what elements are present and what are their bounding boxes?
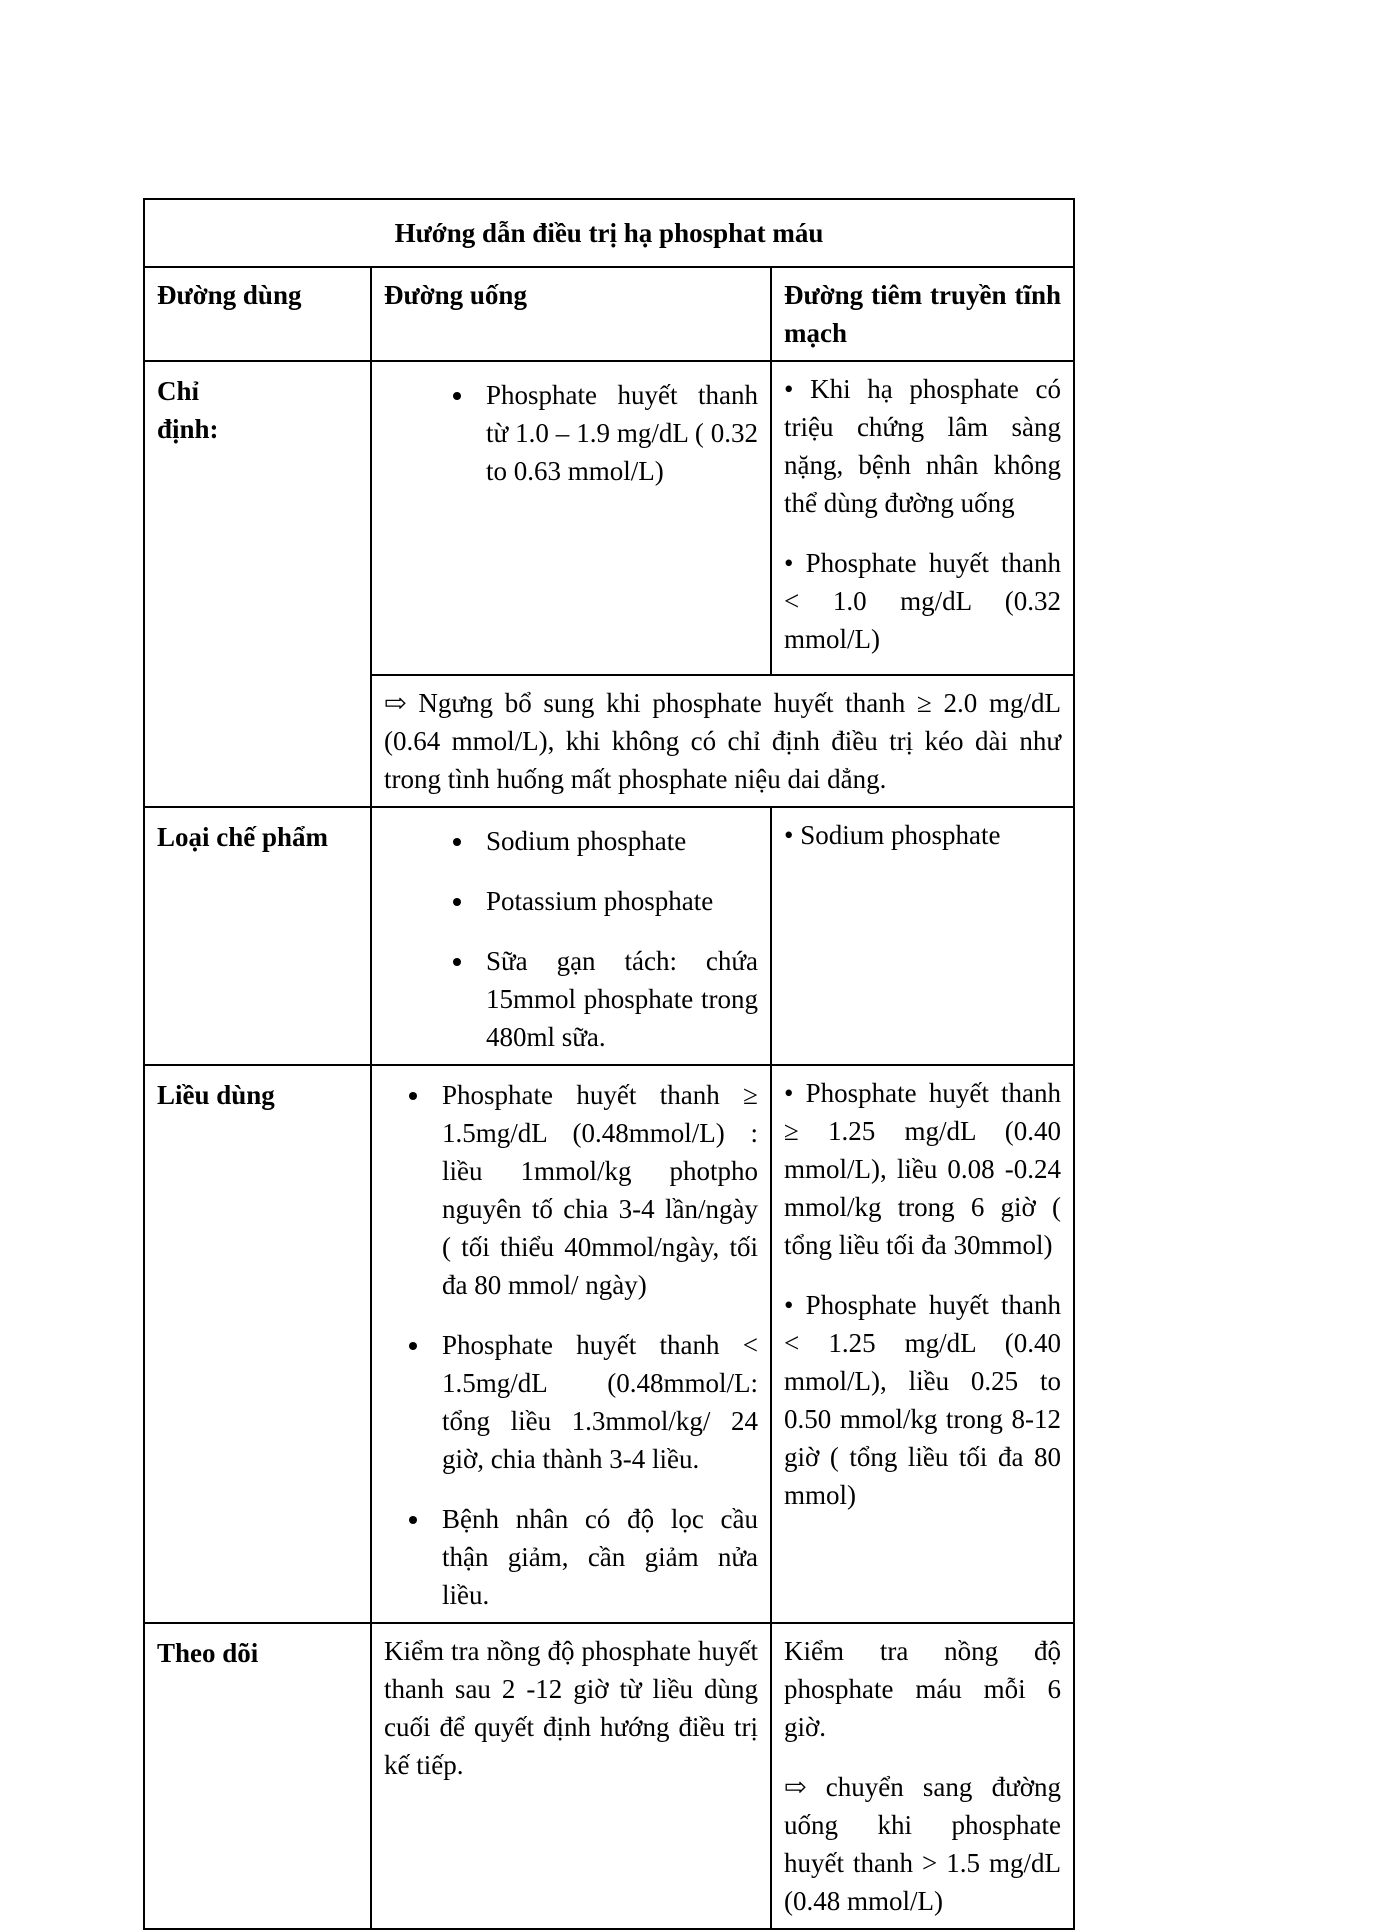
row-label-preparation: Loại chế phẩm bbox=[144, 807, 371, 1065]
row-label-dosage: Liều dùng bbox=[144, 1065, 371, 1623]
monitoring-row bbox=[144, 1623, 1074, 1929]
header-route: Đường dùng bbox=[144, 267, 371, 361]
dosage-row bbox=[144, 1065, 1074, 1623]
dosage-oral-list bbox=[384, 1076, 758, 1614]
dosage-iv-cell bbox=[771, 1065, 1074, 1623]
list-item: • Phosphate huyết thanh ≥ 1.25 mg/dL (0.40 mmol/L), liều 0.08 -0.24 mmol/kg trong 6 giờ ( tổng liều tối đa 30mmol) bbox=[784, 1074, 1061, 1264]
preparation-oral-cell bbox=[371, 807, 771, 1065]
monitoring-oral-cell bbox=[371, 1623, 771, 1929]
monitoring-iv-cell bbox=[771, 1623, 1074, 1929]
list-item: • Sữa gạn tách: chứa 15mmol phosphate trong 480ml sữa. bbox=[476, 942, 758, 1056]
list-item: • Phosphate huyết thanh < 1.5mg/dL (0.48mmol/L: tổng liều 1.3mmol/kg/ 24 giờ, chia thành 3-4 liều. bbox=[432, 1326, 758, 1478]
preparation-oral-list bbox=[384, 822, 758, 1056]
list-item: • Khi hạ phosphate có triệu chứng lâm sàng nặng, bệnh nhân không thể dùng đường uống bbox=[784, 370, 1061, 522]
monitoring-iv-switch-note: ⇨ chuyển sang đường uống khi phosphate huyết thanh > 1.5 mg/dL (0.48 mmol/L) bbox=[784, 1772, 1061, 1916]
row-label-monitoring: Theo dõi bbox=[144, 1623, 371, 1929]
list-item: • Phosphate huyết thanh từ 1.0 – 1.9 mg/dL ( 0.32 to 0.63 mmol/L) bbox=[476, 376, 758, 490]
table-title: Hướng dẫn điều trị hạ phosphat máu bbox=[144, 199, 1074, 267]
header-iv-route: Đường tiêm truyền tĩnh mạch bbox=[771, 267, 1074, 361]
list-item: • Phosphate huyết thanh ≥ 1.5mg/dL (0.48mmol/L) : liều 1mmol/kg photpho nguyên tố chia 3-4 lần/ngày ( tối thiểu 40mmol/ngày, tối đa 80 mmol/ ngày) bbox=[432, 1076, 758, 1304]
indication-label-line2: định: bbox=[157, 414, 219, 444]
stop-note-cell: ⇨ Ngưng bổ sung khi phosphate huyết thanh ≥ 2.0 mg/dL (0.64 mmol/L), khi không có chỉ định điều trị kéo dài như trong tình huống mất phosphate niệu dai dẳng. bbox=[371, 675, 1074, 807]
list-item: • Potassium phosphate bbox=[476, 882, 758, 920]
indication-iv-cell bbox=[771, 361, 1074, 675]
list-item: • Phosphate huyết thanh < 1.25 mg/dL (0.40 mmol/L), liều 0.25 to 0.50 mmol/kg trong 8-12 giờ ( tổng liều tối đa 80 mmol) bbox=[784, 1286, 1061, 1514]
indication-row bbox=[144, 361, 1074, 675]
list-item: • Bệnh nhân có độ lọc cầu thận giảm, cần giảm nửa liều. bbox=[432, 1500, 758, 1614]
indication-oral-list bbox=[384, 376, 758, 490]
indication-label-line1: Chỉ bbox=[157, 376, 200, 406]
list-item: • Sodium phosphate bbox=[784, 816, 1061, 854]
title-row bbox=[144, 199, 1074, 267]
list-item: • Sodium phosphate bbox=[476, 822, 758, 860]
treatment-guide-table bbox=[143, 198, 1075, 1930]
monitoring-oral-text: Kiểm tra nồng độ phosphate huyết thanh sau 2 -12 giờ từ liều dùng cuối để quyết định hướng điều trị kế tiếp. bbox=[384, 1636, 758, 1780]
dosage-oral-cell bbox=[371, 1065, 771, 1623]
header-oral-route: Đường uống bbox=[371, 267, 771, 361]
preparation-row bbox=[144, 807, 1074, 1065]
monitoring-iv-text: Kiểm tra nồng độ phosphate máu mỗi 6 giờ. bbox=[784, 1636, 1061, 1742]
list-item: • Phosphate huyết thanh < 1.0 mg/dL (0.32 mmol/L) bbox=[784, 544, 1061, 658]
indication-oral-cell bbox=[371, 361, 771, 675]
header-row bbox=[144, 267, 1074, 361]
row-label-indication bbox=[144, 361, 371, 807]
preparation-iv-cell bbox=[771, 807, 1074, 1065]
